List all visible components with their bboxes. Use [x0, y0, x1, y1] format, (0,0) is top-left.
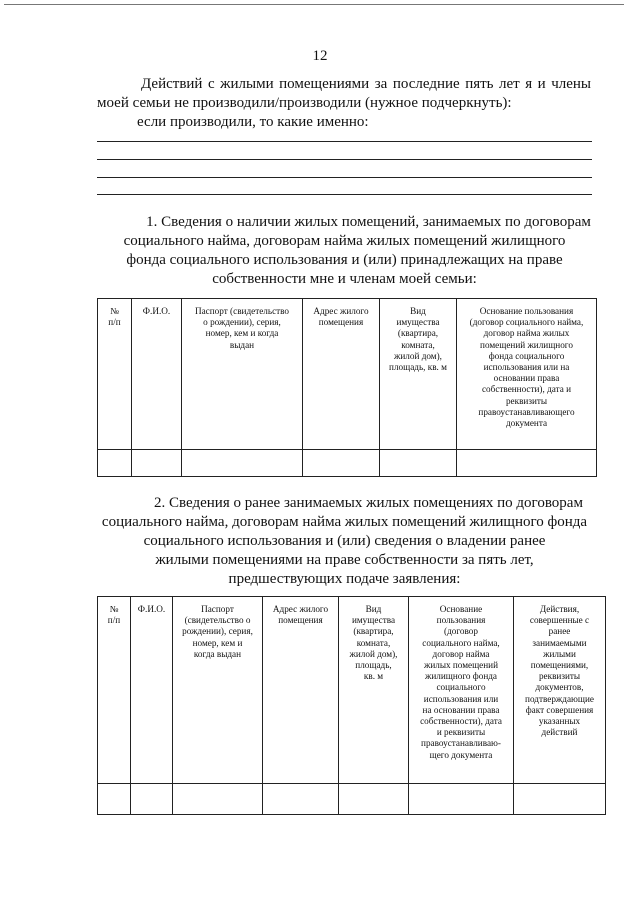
column-header-property-type — [339, 597, 409, 784]
fill-in-line[interactable] — [97, 177, 592, 178]
table-header-row — [98, 299, 597, 450]
column-header-line: № — [109, 604, 119, 614]
column-header-line: жилой дом), — [394, 350, 442, 361]
column-header-address — [303, 299, 380, 450]
column-header-line: Паспорт — [201, 604, 234, 614]
table-cell[interactable] — [303, 450, 380, 477]
table-cell[interactable] — [132, 450, 182, 477]
column-header-line: фонда социального — [488, 350, 565, 361]
column-header-line: использования или — [423, 693, 499, 704]
table-cell[interactable] — [182, 450, 303, 477]
table-header-row — [98, 597, 606, 784]
heading-line: 2. Сведения о ранее занимаемых жилых помещениях по договорам — [154, 495, 583, 511]
owned-housing-table — [97, 298, 597, 477]
column-header-line: помещения — [318, 317, 364, 328]
column-header-line: Действия, — [539, 604, 580, 614]
column-header-line: жилыми — [543, 648, 576, 659]
column-header-line: номер, кем и — [192, 637, 243, 648]
table-cell[interactable] — [131, 784, 173, 815]
column-header-passport — [173, 597, 263, 784]
column-header-property-type — [380, 299, 457, 450]
column-header-line: помещений жилищного — [480, 339, 573, 350]
table-cell[interactable] — [339, 784, 409, 815]
column-header-line: Ф.И.О. — [142, 306, 171, 316]
table-row — [98, 784, 606, 815]
column-header-line: когда выдан — [193, 648, 242, 659]
column-header-line: собственности), дата — [420, 716, 502, 727]
table-cell[interactable] — [514, 784, 606, 815]
column-header-line: п/п — [107, 615, 121, 626]
column-header-line: совершенные с — [529, 615, 590, 626]
column-header-line: (договор — [444, 626, 478, 637]
section-1-heading — [97, 213, 592, 289]
column-header-line: (свидетельство о — [184, 615, 251, 626]
top-border-line — [4, 4, 624, 5]
column-header-line: (квартира, — [353, 626, 394, 637]
section-2-heading — [97, 494, 592, 589]
column-header-line: правоустанавливаю- — [421, 738, 501, 749]
table-cell[interactable] — [263, 784, 339, 815]
intro-paragraph-actions: Действий с жилыми помещениями за последние пять лет я и члены моей семьи не производили/производили (нужное подчеркнуть): — [97, 76, 591, 111]
heading-line: жилыми помещениями на праве собственности за пять лет, — [155, 552, 534, 568]
column-header-line: реквизиты — [538, 671, 581, 682]
column-header-full-name — [131, 597, 173, 784]
column-header-line: договор найма — [432, 648, 490, 659]
column-header-line: социального — [436, 682, 486, 693]
column-header-line: Вид — [410, 306, 426, 316]
column-header-line: имущества — [351, 615, 396, 626]
column-header-line: (квартира, — [397, 328, 439, 339]
column-header-address — [263, 597, 339, 784]
table-cell[interactable] — [98, 784, 131, 815]
table-row — [98, 450, 597, 477]
column-header-line: факт совершения — [525, 704, 594, 715]
column-header-line: и реквизиты — [436, 727, 486, 738]
column-header-line: жилищного фонда — [425, 671, 497, 682]
column-header-line: реквизиты — [505, 395, 548, 406]
column-header-line: жилой дом), — [349, 648, 398, 659]
column-header-line: Основание пользования — [479, 306, 574, 316]
column-header-line: щего документа — [429, 749, 493, 760]
column-header-actions — [514, 597, 606, 784]
column-header-full-name — [132, 299, 182, 450]
column-header-line: Паспорт (свидетельство — [194, 306, 290, 316]
column-header-passport — [182, 299, 303, 450]
heading-line: социального найма, договорам найма жилых помещений жилищного фонда — [101, 514, 588, 530]
table-cell[interactable] — [409, 784, 514, 815]
column-header-line: действий — [541, 727, 578, 738]
column-header-line: указанных — [538, 716, 581, 727]
table-cell[interactable] — [98, 450, 132, 477]
column-header-line: основании права — [493, 373, 560, 384]
column-header-line: помещениями, — [530, 660, 589, 671]
heading-line: 1. Сведения о наличии жилых помещений, занимаемых по договорам — [146, 214, 591, 230]
column-header-line: площадь, — [355, 660, 392, 671]
column-header-line: Вид — [365, 604, 382, 614]
table-cell[interactable] — [380, 450, 457, 477]
column-header-line: Ф.И.О. — [137, 604, 166, 614]
intro-text — [97, 75, 591, 132]
column-header-line: выдан — [229, 339, 255, 350]
column-header-line: ранее — [548, 626, 571, 637]
page-number: 12 — [312, 48, 328, 64]
column-header-line: документов, — [535, 682, 584, 693]
column-header-line: подтверждающие — [525, 693, 594, 704]
column-header-line: кв. м — [363, 671, 384, 682]
heading-line: социального использования и (или) сведения о владении ранее — [143, 533, 546, 549]
heading-line: фонда социального использования и (или) принадлежащих на праве — [126, 252, 563, 268]
column-header-line: помещения — [278, 615, 323, 626]
fill-in-line[interactable] — [97, 159, 592, 160]
column-header-line: собственности), дата и — [481, 384, 572, 395]
column-header-line: имущества — [396, 317, 440, 328]
previous-housing-table — [97, 596, 606, 815]
column-header-line: комната, — [356, 637, 391, 648]
column-header-line: рождении), серия, — [182, 626, 253, 637]
column-header-number — [98, 299, 132, 450]
column-header-line: Адрес жилого — [272, 604, 329, 614]
column-header-line: занимаемыми — [532, 637, 587, 648]
column-header-line: жилых помещений — [423, 660, 499, 671]
column-header-line: использования или на — [483, 362, 570, 373]
column-header-line: номер, кем и когда — [205, 328, 279, 339]
column-header-line: документа — [505, 418, 548, 429]
heading-line: предшествующих подаче заявления: — [228, 571, 461, 587]
fill-in-line[interactable] — [97, 194, 592, 195]
heading-line: социального найма, договорам найма жилых помещений жилищного — [123, 233, 566, 249]
column-header-usage-basis — [409, 597, 514, 784]
column-header-line: Основание — [439, 604, 483, 614]
column-header-line: п/п — [108, 317, 121, 328]
column-header-line: правоустанавливающего — [478, 406, 575, 417]
fill-in-line[interactable] — [97, 141, 592, 142]
column-header-line: Адрес жилого — [313, 306, 369, 316]
column-header-line: пользования — [436, 615, 486, 626]
column-header-number — [98, 597, 131, 784]
column-header-line: (договор социального найма, — [469, 317, 584, 328]
column-header-line: на основании права — [422, 704, 500, 715]
column-header-line: № — [110, 306, 119, 316]
column-header-line: договор найма жилых — [483, 328, 570, 339]
column-header-line: о рождении), серия, — [203, 317, 281, 328]
table-cell[interactable] — [457, 450, 597, 477]
column-header-line: социального найма, — [422, 637, 500, 648]
heading-line: собственности мне и членам моей семьи: — [212, 271, 477, 287]
column-header-usage-basis — [457, 299, 597, 450]
column-header-line: комната, — [401, 339, 435, 350]
column-header-line: площадь, кв. м — [389, 362, 447, 373]
table-cell[interactable] — [173, 784, 263, 815]
intro-paragraph-which: если производили, то какие именно: — [137, 114, 369, 130]
